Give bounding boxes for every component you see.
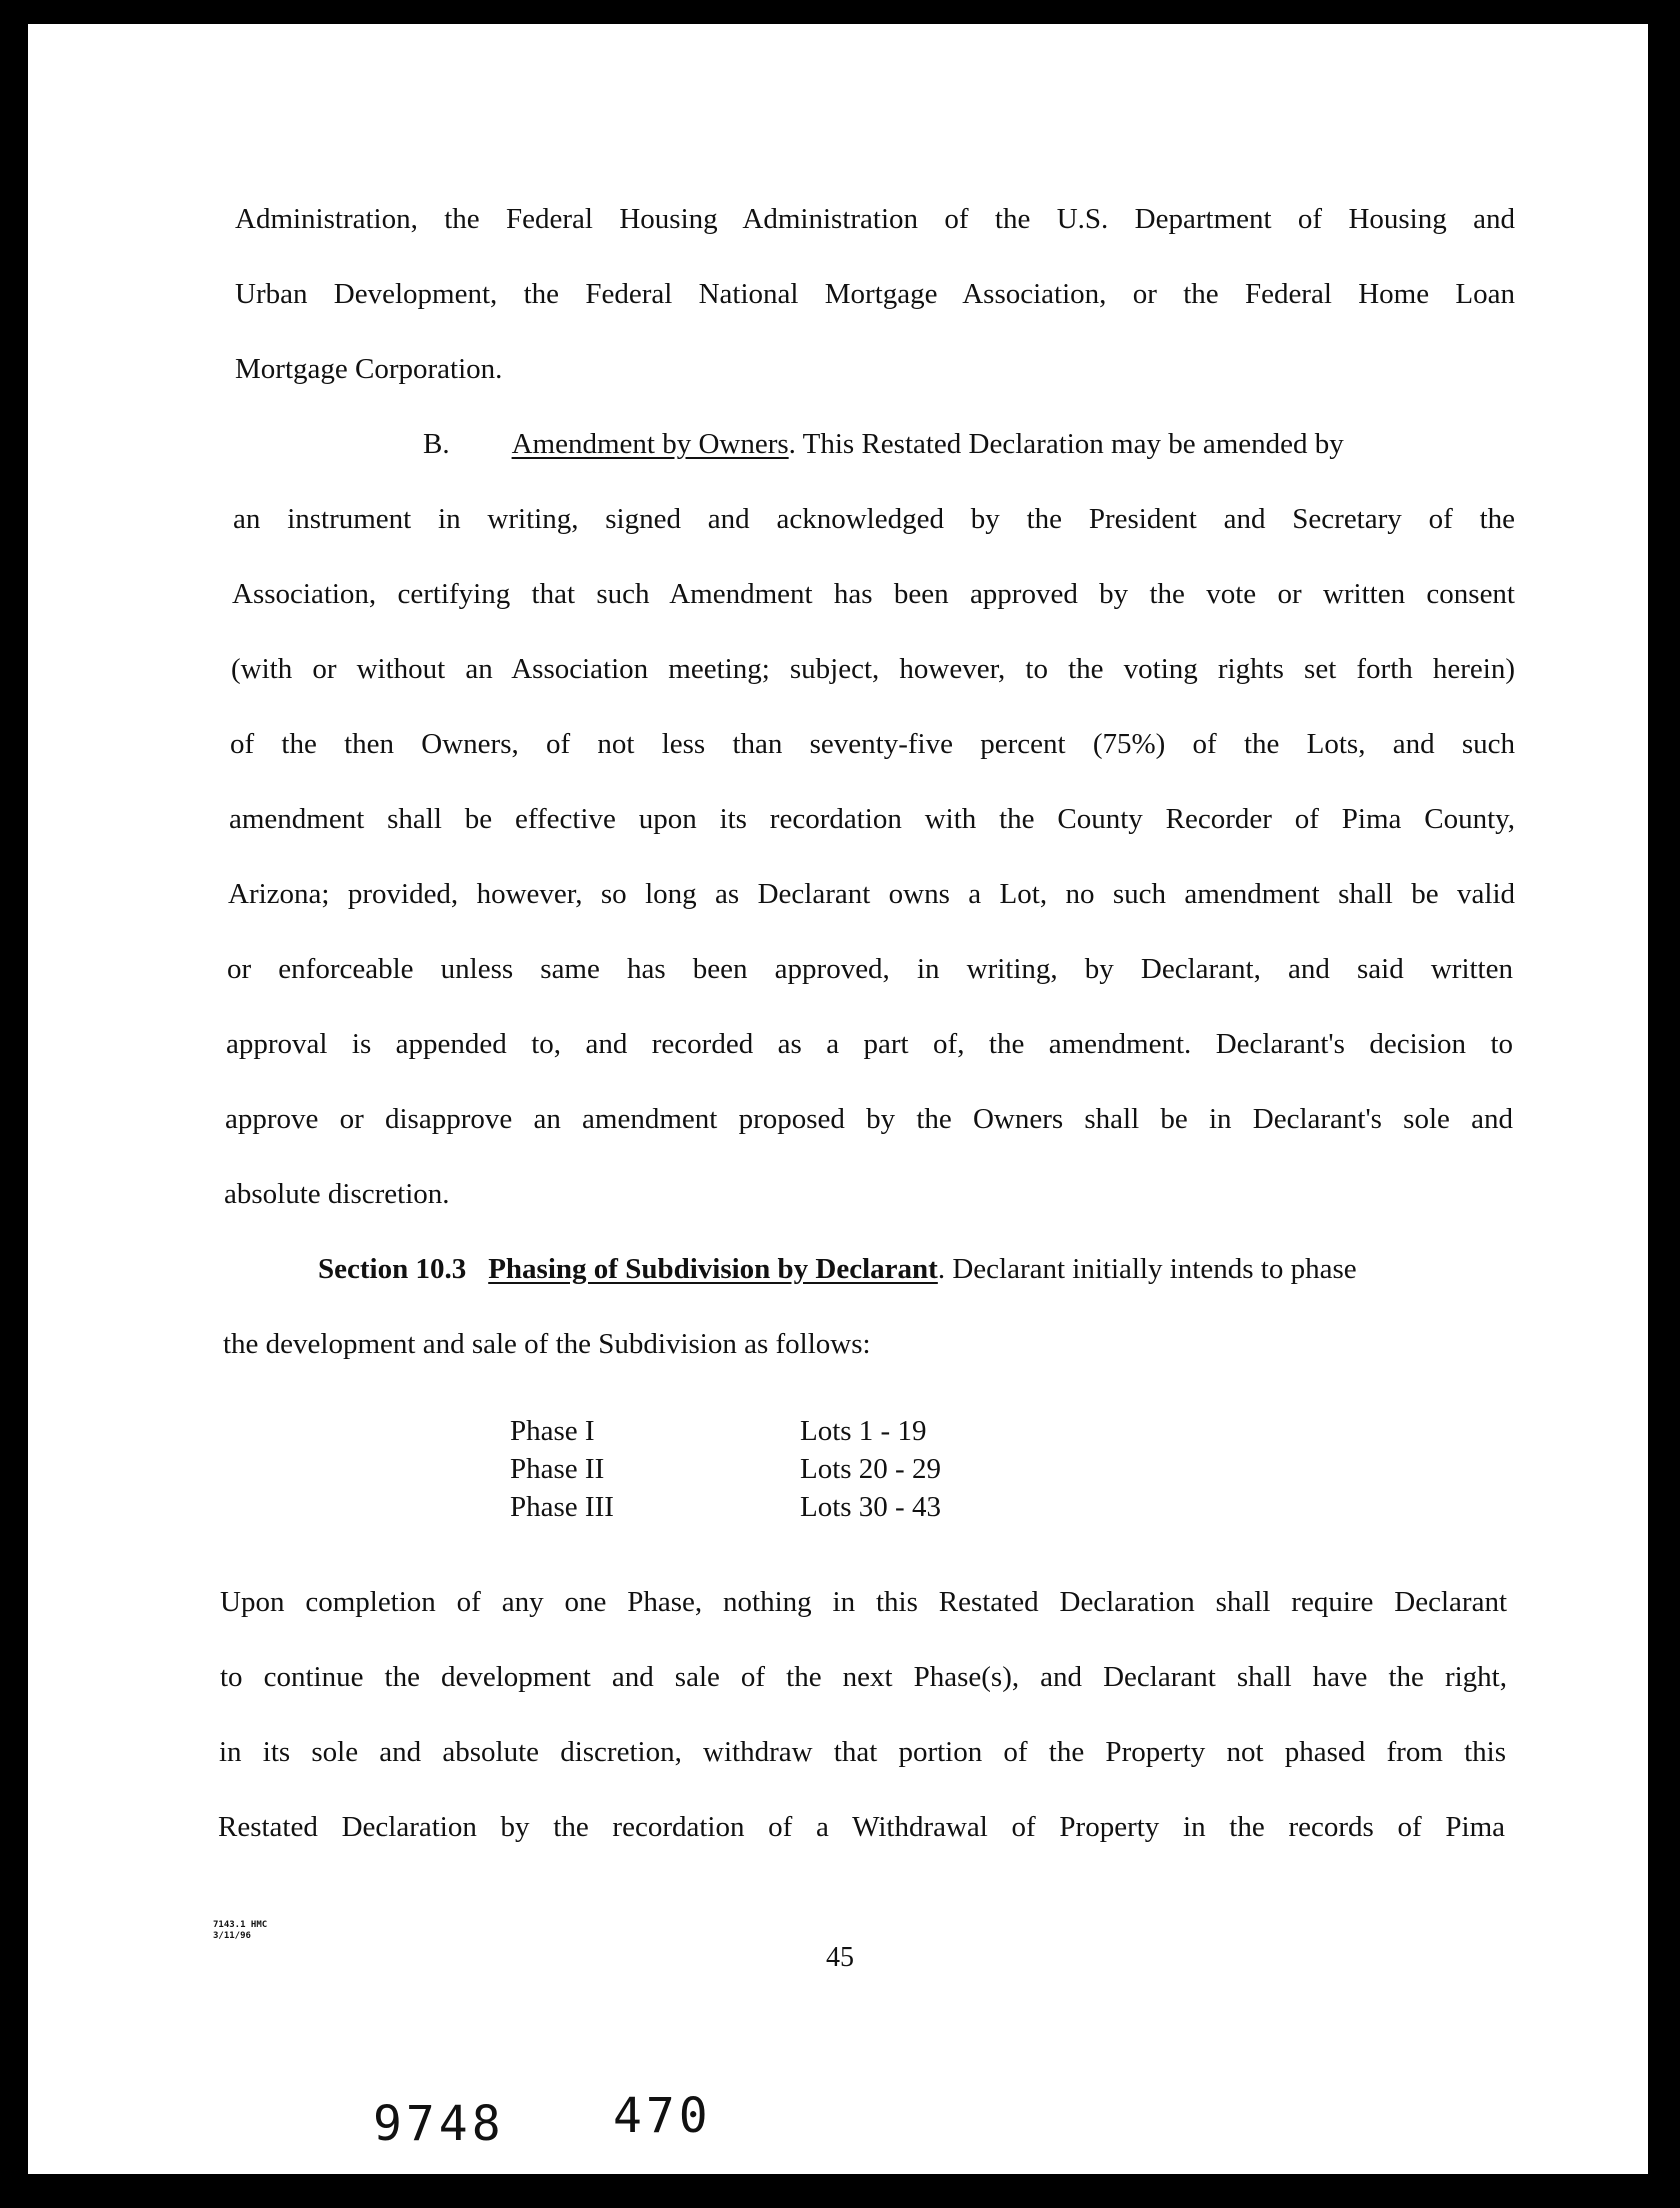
recording-book-number: 9748 bbox=[373, 2096, 505, 2152]
recording-page-number: 470 bbox=[613, 2088, 712, 2144]
text-line: of the then Owners, of not less than seventy-five percent (75%) of the Lots, and such bbox=[230, 728, 1515, 760]
text-line: Administration, the Federal Housing Administration of the U.S. Department of Housing and bbox=[235, 203, 1515, 235]
text-line: absolute discretion. bbox=[224, 1178, 450, 1210]
phase-lots: Lots 30 - 43 bbox=[800, 1491, 941, 1523]
text-line: Restated Declaration by the recordation of a Withdrawal of Property in the records of Pima bbox=[218, 1811, 1505, 1843]
text-line: Mortgage Corporation. bbox=[235, 353, 503, 385]
phase-lots: Lots 1 - 19 bbox=[800, 1415, 927, 1447]
text-line: or enforceable unless same has been approved, in writing, by Declarant, and said written bbox=[227, 953, 1513, 985]
text-line: Urban Development, the Federal National Mortgage Association, or the Federal Home Loan bbox=[235, 278, 1515, 310]
text-line: an instrument in writing, signed and acknowledged by the President and Secretary of the bbox=[233, 503, 1515, 535]
text-line: to continue the development and sale of the next Phase(s), and Declarant shall have the right, bbox=[220, 1661, 1507, 1693]
footer-code-line: 3/11/96 bbox=[213, 1931, 251, 1941]
phase-name: Phase I bbox=[510, 1415, 595, 1447]
section-10-3-first-line bbox=[318, 1249, 1511, 1289]
text-line: Upon completion of any one Phase, nothing in this Restated Declaration shall require Declarant bbox=[220, 1586, 1507, 1618]
text-line: approval is appended to, and recorded as a part of, the amendment. Declarant's decision to bbox=[226, 1028, 1513, 1060]
phase-name: Phase III bbox=[510, 1491, 614, 1523]
document-page bbox=[28, 24, 1648, 2174]
text-line: Association, certifying that such Amendment has been approved by the vote or written consent bbox=[232, 578, 1515, 610]
phase-row bbox=[510, 1450, 941, 1488]
section-b-first-line bbox=[423, 424, 1515, 464]
text-line: approve or disapprove an amendment proposed by the Owners shall be in Declarant's sole and bbox=[225, 1103, 1513, 1135]
phase-name: Phase II bbox=[510, 1453, 605, 1485]
section-10-3-heading-wrap bbox=[488, 1249, 1511, 1289]
phase-row bbox=[510, 1488, 941, 1526]
section-b-heading: Amendment by Owners bbox=[511, 428, 789, 460]
text-line: in its sole and absolute discretion, withdraw that portion of the Property not phased from this bbox=[219, 1736, 1506, 1768]
section-b-letter: B. bbox=[423, 428, 450, 460]
footer-doc-code bbox=[213, 1920, 267, 1942]
text-line: the development and sale of the Subdivision as follows: bbox=[223, 1328, 871, 1360]
section-10-3-first-line-rest: . Declarant initially intends to phase bbox=[937, 1253, 1357, 1285]
section-b-heading-wrap bbox=[512, 424, 1515, 464]
page-number: 45 bbox=[826, 1942, 854, 1973]
footer-code-line: 7143.1 HMC bbox=[213, 1920, 268, 1930]
text-line: (with or without an Association meeting; subject, however, to the voting rights set forth herein) bbox=[231, 653, 1515, 685]
phase-row bbox=[510, 1412, 926, 1450]
phase-lots: Lots 20 - 29 bbox=[800, 1453, 941, 1485]
section-10-3-heading: Phasing of Subdivision by Declarant bbox=[488, 1253, 938, 1285]
text-line: amendment shall be effective upon its recordation with the County Recorder of Pima County, bbox=[229, 803, 1515, 835]
section-b-first-line-rest: . This Restated Declaration may be amended by bbox=[788, 428, 1344, 460]
text-line: Arizona; provided, however, so long as Declarant owns a Lot, no such amendment shall be valid bbox=[228, 878, 1515, 910]
section-10-3-number: Section 10.3 bbox=[318, 1253, 467, 1285]
